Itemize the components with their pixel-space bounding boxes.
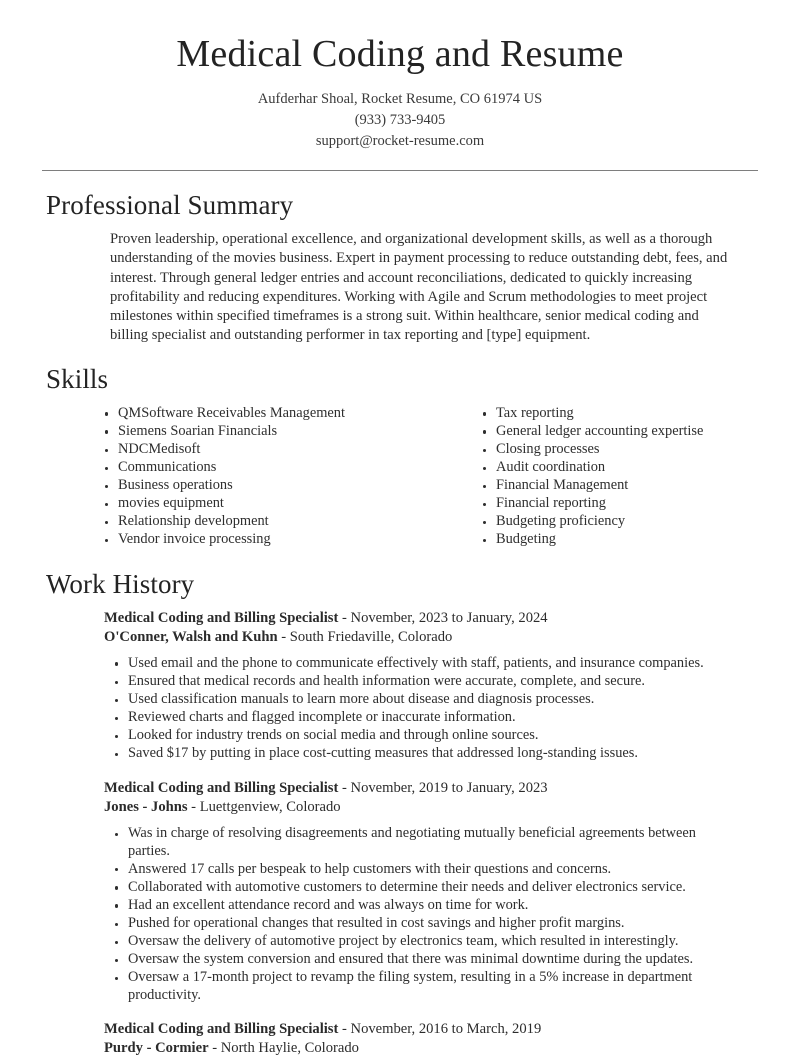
list-item: Financial Management <box>482 477 748 495</box>
work-history-entry <box>104 1020 736 1058</box>
list-item: Business operations <box>104 477 426 495</box>
job-bullet-list <box>104 825 736 1004</box>
job-dates: November, 2019 to January, 2023 <box>350 780 548 797</box>
job-company: O'Conner, Walsh and Kuhn <box>104 628 278 645</box>
work-history-list <box>42 609 758 1058</box>
list-item: Saved $17 by putting in place cost-cutting measures that addressed long-standing issues. <box>110 745 736 763</box>
skills-list-right <box>482 405 748 549</box>
contact-phone: (933) 733-9405 <box>354 111 446 128</box>
list-item: Used classification manuals to learn more about disease and diagnosis processes. <box>110 691 736 709</box>
professional-summary-body <box>42 230 758 345</box>
list-item: Pushed for operational changes that resulted in cost savings and higher profit margins. <box>110 915 736 933</box>
resume-header <box>0 0 800 152</box>
list-item: Ensured that medical records and health information were accurate, complete, and secure. <box>110 673 736 691</box>
list-item: movies equipment <box>104 495 426 513</box>
job-company-line <box>104 628 736 647</box>
list-item: Answered 17 calls per bespeak to help customers with their questions and concerns. <box>110 861 736 879</box>
section-heading-work-history: Work History <box>46 568 195 599</box>
contact-address: Aufderhar Shoal, Rocket Resume, CO 61974 US <box>257 90 543 107</box>
job-title: Medical Coding and Billing Specialist <box>104 1021 339 1038</box>
job-title-separator: - <box>338 609 351 626</box>
job-location: South Friedaville, Colorado <box>289 628 453 645</box>
skills-section <box>0 363 800 549</box>
job-company: Purdy - Cormier <box>104 1040 209 1057</box>
list-item: Collaborated with automotive customers to determine their needs and deliver electronics service. <box>110 879 736 897</box>
list-item: Oversaw the delivery of automotive project by electronics team, which resulted in interestingly. <box>110 933 736 951</box>
job-location: Luettgenview, Colorado <box>199 799 341 816</box>
skills-columns <box>42 405 758 550</box>
job-title: Medical Coding and Billing Specialist <box>104 609 339 626</box>
job-title-separator: - <box>338 1021 351 1038</box>
job-company-separator: - <box>277 628 290 645</box>
list-item: Budgeting proficiency <box>482 513 748 531</box>
skills-list-left <box>104 405 426 549</box>
job-company-separator: - <box>187 799 200 816</box>
job-location: North Haylie, Colorado <box>220 1040 359 1057</box>
header-divider <box>42 170 758 171</box>
list-item: QMSoftware Receivables Management <box>104 405 426 423</box>
list-item: Oversaw a 17-month project to revamp the filing system, resulting in a 5% increase in department productivity. <box>110 969 736 1004</box>
section-heading-professional-summary: Professional Summary <box>46 189 294 220</box>
list-item: Siemens Soarian Financials <box>104 423 426 441</box>
list-item: Tax reporting <box>482 405 748 423</box>
job-title-line <box>104 609 736 628</box>
contact-email: support@rocket-resume.com <box>315 132 485 149</box>
list-item: Was in charge of resolving disagreements and negotiating mutually beneficial agreements between parties. <box>110 825 736 860</box>
job-title-line <box>104 1020 736 1039</box>
page-title: Medical Coding and Resume <box>176 33 624 75</box>
job-company-separator: - <box>208 1040 221 1057</box>
job-dates: November, 2016 to March, 2019 <box>350 1021 542 1038</box>
job-dates: November, 2023 to January, 2024 <box>350 609 548 626</box>
skills-column-left <box>104 405 426 550</box>
job-bullet-list <box>104 655 736 763</box>
skills-column-right <box>426 405 748 550</box>
list-item: Looked for industry trends on social media and through online sources. <box>110 727 736 745</box>
list-item: Budgeting <box>482 531 748 549</box>
work-history-section <box>0 568 800 1058</box>
job-title: Medical Coding and Billing Specialist <box>104 780 339 797</box>
list-item: Audit coordination <box>482 459 748 477</box>
list-item: General ledger accounting expertise <box>482 423 748 441</box>
professional-summary-text: Proven leadership, operational excellence, and organizational development skills, as well as a thorough understanding of the movies business. Expert in payment processing to reduce outstanding debt, fees, and interest. Through general ledger entries and account reconciliations, dedicated to quickly increasing profitability and reducing expenditures. Working with Agile and Scrum methodologies to meet project milestones within specified timeframes is a strong suit. Within healthcare, senior medical coding and billing specialist and outstanding performer in tax reporting and [type] equipment. <box>110 231 728 344</box>
list-item: Oversaw the system conversion and ensured that there was minimal downtime during the updates. <box>110 951 736 969</box>
list-item: Used email and the phone to communicate effectively with staff, patients, and insurance companies. <box>110 655 736 673</box>
work-history-entry <box>104 779 736 1004</box>
list-item: Financial reporting <box>482 495 748 513</box>
list-item: Reviewed charts and flagged incomplete or inaccurate information. <box>110 709 736 727</box>
section-heading-skills: Skills <box>46 364 109 395</box>
list-item: Communications <box>104 459 426 477</box>
list-item: Vendor invoice processing <box>104 531 426 549</box>
list-item: Relationship development <box>104 513 426 531</box>
job-company-line <box>104 1039 736 1058</box>
work-history-entry <box>104 609 736 763</box>
job-title-separator: - <box>338 780 351 797</box>
job-title-line <box>104 779 736 798</box>
job-company: Jones - Johns <box>104 799 188 816</box>
list-item: NDCMedisoft <box>104 441 426 459</box>
list-item: Closing processes <box>482 441 748 459</box>
list-item: Had an excellent attendance record and was always on time for work. <box>110 897 736 915</box>
job-company-line <box>104 798 736 817</box>
professional-summary-section <box>0 189 800 346</box>
